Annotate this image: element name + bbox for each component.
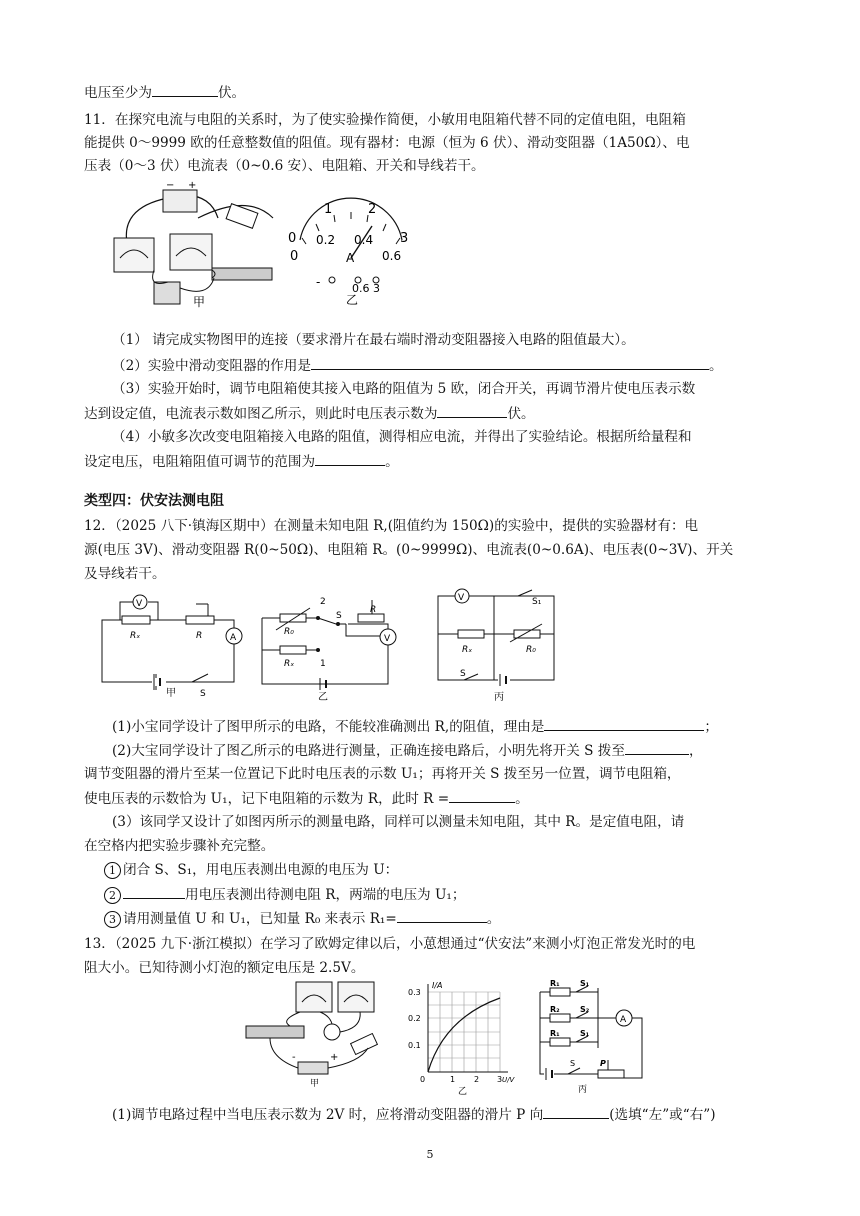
svg-text:S₁: S₁ [580, 979, 590, 988]
svg-text:Rₓ: Rₓ [130, 631, 141, 641]
voltmeter-icon [114, 238, 154, 272]
section-heading: 类型四：伏安法测电阻 [84, 493, 224, 509]
answer-blank [311, 355, 709, 370]
q12-circuit-yi [258, 590, 398, 702]
svg-text:乙: 乙 [458, 1087, 468, 1097]
svg-text:3: 3 [497, 1075, 503, 1084]
q12-sub2-l3: 使电压表的示数恰为 U₁，记下电阻箱的示数为 R，此时 R = 。 [84, 788, 529, 809]
svg-text:0: 0 [420, 1075, 426, 1084]
svg-text:0.3: 0.3 [408, 988, 421, 997]
svg-text:S₁: S₁ [532, 597, 542, 607]
q12-line2: 源(电压 3V)、滑动变阻器 R(0~50Ω)、电阻箱 R。(0~9999Ω)、电流表(0~0.6A)、电压表(0~3V)、开关 [84, 542, 734, 558]
q13-line2: 阻大小。已知待测小灯泡的额定电压是 2.5V。 [84, 960, 365, 976]
svg-text:+: + [188, 180, 197, 191]
q13-sub1: (1)调节电路过程中当电压表示数为 2V 时，应将滑动变阻器的滑片 P 向 (选填“左”或“右”) [112, 1104, 716, 1125]
svg-text:1: 1 [324, 202, 333, 217]
svg-text:0.6: 0.6 [382, 249, 402, 263]
svg-text:乙: 乙 [318, 692, 328, 702]
q12-sub2-l2: 调节变阻器的滑片至某一位置记下此时电压表的示数 U₁；再将开关 S 拨至另一位置，调节电阻箱， [84, 766, 681, 782]
svg-text:Rₓ: Rₓ [462, 645, 473, 655]
q11-sub3-l1: （3）实验开始时，调节电阻箱使其接入电路的阻值为 5 欧，闭合开关，再调节滑片使电压表示数 [112, 381, 696, 397]
svg-text:1: 1 [450, 1075, 456, 1084]
q11-sub4-l1: （4）小敏多次改变电阻箱接入电路的阻值，测得相应电流，并得出了实验结论。根据所给量程和 [112, 429, 692, 445]
voltmeter-icon [338, 982, 374, 1012]
svg-text:S: S [336, 611, 342, 621]
q13-line1: 13．（2025 九下·浙江模拟）在学习了欧姆定律以后，小葸想通过“伏安法”来测小灯泡正常发光时的电 [84, 936, 696, 952]
ammeter-icon [170, 234, 212, 270]
svg-text:R: R [370, 605, 377, 615]
svg-text:丙: 丙 [494, 692, 504, 702]
svg-text:R₂: R₂ [550, 1005, 560, 1014]
rheostat-icon [246, 1026, 304, 1038]
svg-text:2: 2 [320, 597, 326, 607]
bulb-icon [324, 1024, 340, 1040]
q11-figure-yi [286, 196, 416, 306]
svg-text:U/V: U/V [502, 1076, 515, 1084]
q12-circuit-jia [96, 590, 246, 700]
svg-text:R₁: R₁ [550, 1029, 560, 1038]
q12-sub3-l1: (3）该同学又设计了如图丙所示的测量电路，同样可以测量未知电阻，其中 R。是定值电阻，请 [112, 814, 685, 830]
q12-step3: 3 请用测量值 U 和 U₁，已知量 R₀ 来表示 R₁= 。 [104, 908, 500, 929]
svg-text:S: S [200, 689, 206, 699]
svg-text:Rₓ: Rₓ [284, 659, 295, 669]
svg-text:S: S [460, 669, 466, 679]
answer-blank [437, 403, 507, 418]
q12-line3: 及导线若干。 [84, 566, 166, 582]
q12-sub2-l1: (2)大宝同学设计了图乙所示的电路进行测量，正确连接电路后，小明先将开关 S 拨至 ， [112, 740, 703, 761]
answer-blank [544, 716, 704, 731]
q11-line3: 压表（0～3 伏）电流表（0~0.6 安）、电阻箱、开关和导线若干。 [84, 158, 485, 174]
answer-blank [625, 740, 689, 755]
answer-blank [152, 82, 218, 97]
q12-circuit-bing [434, 580, 564, 702]
battery-icon [298, 1062, 328, 1074]
answer-blank [315, 451, 385, 466]
svg-text:2: 2 [474, 1075, 480, 1084]
svg-text:0.4: 0.4 [354, 233, 374, 247]
q11-figure-jia [108, 178, 278, 308]
svg-text:0.1: 0.1 [408, 1041, 421, 1050]
svg-text:V: V [384, 634, 391, 644]
svg-text:R: R [196, 631, 203, 641]
q13-figure-bing [528, 978, 656, 1094]
svg-text:乙: 乙 [346, 293, 359, 306]
svg-text:A: A [620, 1015, 627, 1025]
rheostat-icon [212, 268, 272, 280]
svg-text:3: 3 [400, 231, 409, 246]
svg-text:0: 0 [290, 249, 299, 264]
svg-text:V: V [458, 593, 465, 603]
q11-sub2: （2）实验中滑动变阻器的作用是 。 [112, 355, 723, 376]
answer-blank [123, 884, 185, 899]
svg-text:甲: 甲 [310, 1079, 320, 1089]
svg-text:S: S [570, 1059, 576, 1068]
svg-text:V: V [136, 599, 143, 609]
svg-text:S₂: S₂ [580, 1005, 590, 1014]
svg-text:-: - [292, 1052, 296, 1063]
svg-text:0: 0 [288, 231, 297, 246]
battery-icon [163, 190, 197, 212]
q11-sub4-l2: 设定电压，电阻箱阻值可调节的范围为 。 [84, 451, 399, 472]
q12-sub3-l2: 在空格内把实验步骤补充完整。 [84, 838, 275, 854]
svg-text:R₀: R₀ [526, 645, 536, 655]
answer-blank [397, 908, 487, 923]
q12-step2: 2 用电压表测出待测电阻 R，两端的电压为 U₁； [104, 884, 465, 905]
q11-line1: 11．在探究电流与电阻的关系时，为了使实验操作简便，小敏用电阻箱代替不同的定值电阻，电阻箱 [84, 112, 686, 128]
answer-blank [449, 788, 515, 803]
q13-figure-jia [240, 978, 390, 1090]
resistance-box-icon [154, 282, 180, 304]
svg-text:+: + [330, 1052, 339, 1063]
svg-text:2: 2 [368, 202, 377, 217]
switch-icon [351, 1033, 378, 1054]
answer-blank [543, 1104, 609, 1119]
q10-tail: 电压至少为 伏。 [84, 82, 245, 103]
q11-sub3-l2: 达到设定值，电流表示数如图乙所示，则此时电压表示数为 伏。 [84, 403, 535, 424]
q12-sub1: (1)小宝同学设计了图甲所示的电路，不能较准确测出 R,的阻值，理由是 ； [112, 716, 718, 737]
svg-text:S₁: S₁ [580, 1029, 590, 1038]
svg-text:−: − [166, 180, 175, 191]
ammeter-icon [296, 982, 332, 1012]
svg-text:0.2: 0.2 [316, 233, 336, 247]
q12-step1: 1 闭合 S、S₁，用电压表测出电源的电压为 U： [104, 860, 398, 880]
svg-text:A: A [230, 633, 237, 643]
svg-text:A: A [346, 251, 355, 265]
svg-text:-: - [316, 275, 321, 289]
q11-sub1: （1） 请完成实物图甲的连接（要求滑片在最右端时滑动变阻器接入电路的阻值最大）。 [112, 332, 635, 348]
svg-text:0.2: 0.2 [408, 1014, 421, 1023]
svg-text:甲: 甲 [193, 295, 206, 308]
svg-text:甲: 甲 [166, 688, 176, 699]
page-number: 5 [426, 1148, 434, 1161]
q11-line2: 能提供 0～9999 欧的任意整数值的阻值。现有器材：电源（恒为 6 伏）、滑动变阻器（1A50Ω）、电 [84, 135, 690, 151]
svg-text:R₁: R₁ [550, 979, 560, 988]
svg-text:I/A: I/A [432, 981, 443, 990]
q12-line1: 12．（2025 八下·镇海区期中）在测量未知电阻 R,(阻值约为 150Ω)的实验中，提供的实验器材有：电 [84, 518, 699, 534]
svg-text:1: 1 [320, 659, 326, 669]
q13-figure-yi [404, 978, 518, 1098]
svg-text:P: P [600, 1059, 606, 1068]
svg-text:R₀: R₀ [284, 627, 294, 637]
svg-text:丙: 丙 [578, 1085, 588, 1094]
svg-text:0.6 3: 0.6 3 [352, 282, 380, 295]
